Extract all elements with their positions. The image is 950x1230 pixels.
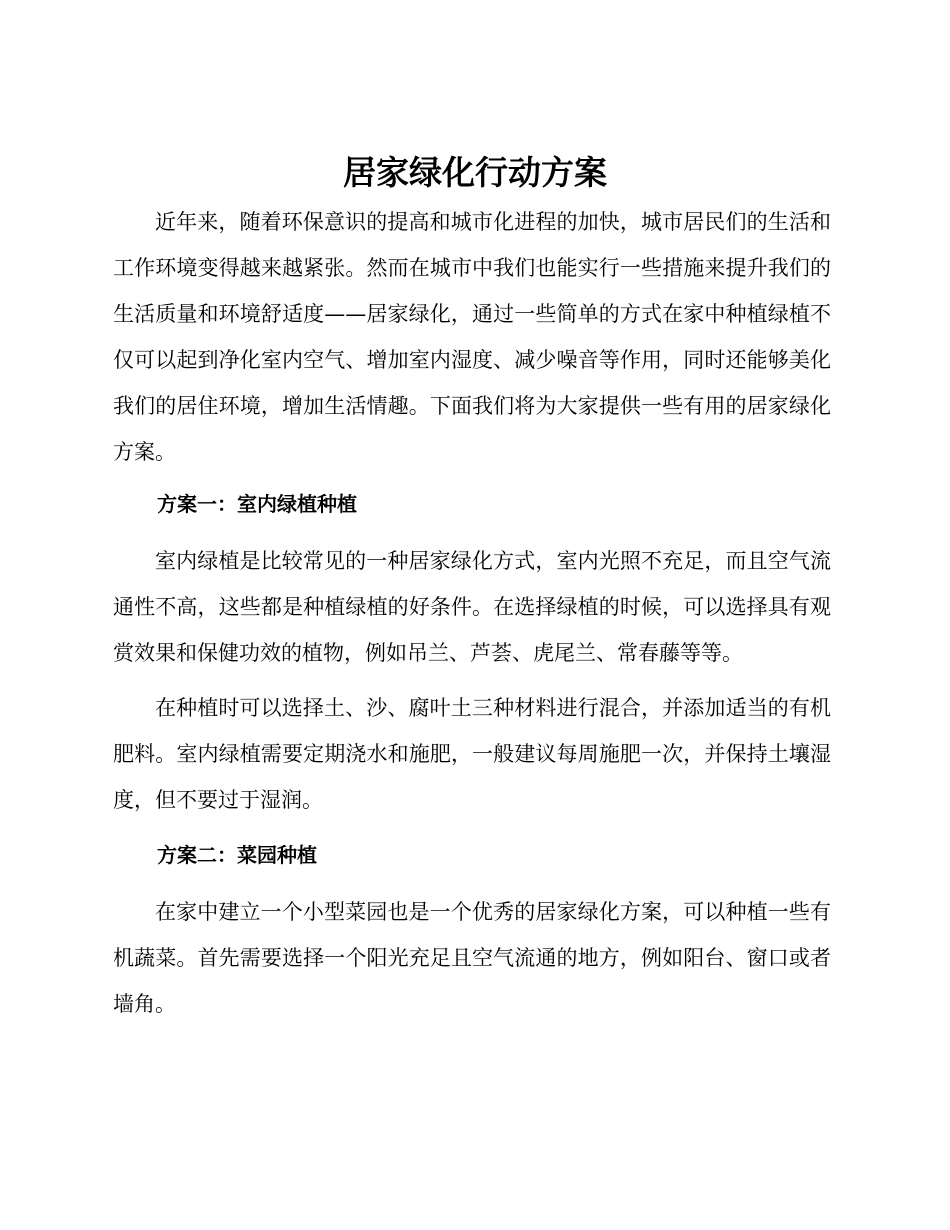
plan-2-paragraph-1: 在家中建立一个小型菜园也是一个优秀的居家绿化方案，可以种植一些有机蔬菜。首先需要选择一个阳光充足且空气流通的地方，例如阳台、窗口或者墙角。 bbox=[113, 900, 831, 1016]
plan-1-paragraph-1: 室内绿植是比较常见的一种居家绿化方式，室内光照不充足，而且空气流通性不高，这些都是种植绿植的好条件。在选择绿植的时候，可以选择具有观赏效果和保健功效的植物，例如吊兰、芦荟、虎尾兰、常春藤等等。 bbox=[113, 549, 831, 665]
intro-paragraph: 近年来，随着环保意识的提高和城市化进程的加快，城市居民们的生活和工作环境变得越来越紧张。然而在城市中我们也能实行一些措施来提升我们的生活质量和环境舒适度——居家绿化，通过一些简单的方式在家中种植绿植不仅可以起到净化室内空气、增加室内湿度、减少噪音等作用，同时还能够美化我们的居住环境，增加生活情趣。下面我们将为大家提供一些有用的居家绿化方案。 bbox=[113, 210, 831, 464]
plan-1-paragraph-2: 在种植时可以选择土、沙、腐叶土三种材料进行混合，并添加适当的有机肥料。室内绿植需要定期浇水和施肥，一般建议每周施肥一次，并保持土壤湿度，但不要过于湿润。 bbox=[113, 696, 831, 812]
section-heading-plan-1: 方案一：室内绿植种植 bbox=[157, 492, 357, 516]
section-heading-plan-2: 方案二：菜园种植 bbox=[157, 843, 317, 867]
document-title: 居家绿化行动方案 bbox=[343, 153, 607, 192]
